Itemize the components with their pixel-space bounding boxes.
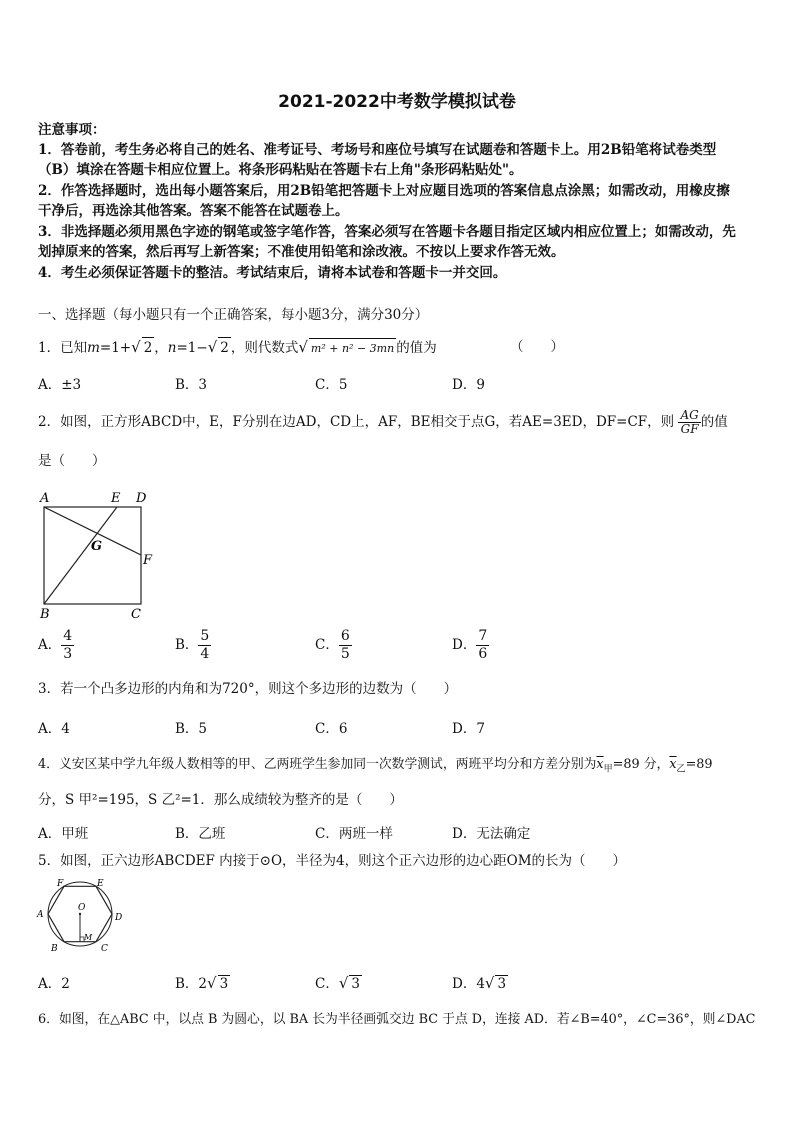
- notice-line: 4．考生必须保证答题卡的整洁。考试结束后，请将本试卷和答题卡一并交回。: [38, 265, 507, 281]
- option-label: D．4: [452, 976, 485, 992]
- square-abcd: [44, 507, 141, 604]
- option-radical: 3: [497, 976, 507, 992]
- label-b: B: [51, 944, 58, 954]
- q1-var-n: n: [167, 340, 177, 356]
- question-2: [38, 409, 728, 436]
- option-den: 6: [478, 646, 488, 662]
- q4-option-d[interactable]: D．无法确定: [452, 826, 531, 842]
- q4-sub: 乙: [676, 764, 686, 775]
- option-label: D．: [452, 637, 477, 653]
- q4-mean-symbol: $\overline{x}$: [669, 757, 677, 772]
- q5-option-a[interactable]: A．2: [38, 976, 70, 992]
- q4-mean-symbol: $\overline{x}$: [596, 757, 604, 772]
- q1-option-b[interactable]: B．3: [175, 377, 208, 393]
- q3-option-c[interactable]: C．6: [315, 721, 348, 737]
- notice-line: 3．非选择题必须用黑色字迹的钢笔或签字笔作答，答案必须写在答题卡各题目指定区域内相应位置上；如需改动，先: [38, 224, 736, 240]
- label-f: F: [57, 879, 64, 889]
- q4-value: =89 分，: [612, 757, 670, 772]
- question-5: 5．如图，正六边形ABCDEF 内接于⊙O，半径为4，则这个正六边形的边心距OM的长为（ ）: [38, 853, 627, 869]
- label-c: C: [131, 607, 141, 620]
- label-g: G: [91, 539, 103, 554]
- option-num: 7: [478, 628, 488, 644]
- option-num: 5: [200, 628, 210, 644]
- q4-option-c[interactable]: C．两班一样: [315, 826, 393, 842]
- question-6: 6．如图，在△ABC 中，以点 B 为圆心，以 BA 长为半径画弧交边 BC 于点 D，连接 AD．若∠B=40°，∠C=36°，则∠DAC: [38, 1012, 756, 1027]
- label-d: D: [115, 913, 123, 923]
- option-label: B．2: [175, 976, 208, 992]
- q3-option-b[interactable]: B．5: [175, 721, 208, 737]
- q1-radicand: m² + n² − 3mn: [309, 338, 396, 359]
- q4-value: =89: [685, 757, 713, 772]
- q2-text: 2．如图，正方形ABCD中，E，F分别在边AD，CD上，AF，BE相交于点G，若AE=3ED，DF=CF，则: [38, 414, 675, 430]
- q1-option-a[interactable]: A．±3: [38, 377, 82, 393]
- q1-radical: 2: [142, 337, 155, 358]
- option-label: C．: [315, 637, 339, 653]
- segment-be: [44, 507, 117, 604]
- notice-line: 1．答卷前，考生务必将自己的姓名、准考证号、考场号和座位号填写在试题卷和答题卡上。用2B铅笔将试卷类型: [38, 142, 717, 158]
- option-radical: 3: [219, 976, 229, 992]
- question-4: [38, 755, 713, 780]
- q2-line2: 是（ ）: [38, 453, 106, 469]
- q2-option-b[interactable]: [175, 628, 211, 663]
- notice-line: （B）填涂在答题卡相应位置上。将条形码粘贴在答题卡右上角"条形码粘贴处"。: [38, 162, 523, 178]
- question-1: 1．已知m=1+√ 2 ，n=1−√ 2 ，则代数式√ m² + n² − 3mn 的值为: [38, 337, 437, 359]
- hexagon-figure: [34, 876, 129, 954]
- q1-option-d[interactable]: D．9: [452, 377, 485, 393]
- option-den: 4: [200, 646, 210, 662]
- q2-frac-den: GF: [680, 422, 699, 436]
- option-radical: 3: [351, 976, 360, 992]
- square-figure: [36, 488, 161, 620]
- label-c: C: [101, 944, 108, 954]
- page-title: 2021-2022中考数学模拟试卷: [278, 92, 516, 112]
- label-b: B: [40, 607, 50, 620]
- q4-option-a[interactable]: A．甲班: [38, 826, 89, 842]
- notice-heading: 注意事项：: [38, 122, 106, 138]
- q4-option-b[interactable]: B．乙班: [175, 826, 226, 842]
- option-label: C．: [315, 976, 339, 992]
- q5-option-c[interactable]: C．√ 3: [315, 974, 360, 992]
- center-o: [79, 913, 81, 915]
- q2-frac-num: AG: [680, 408, 699, 422]
- q2-text-tail: 的值: [700, 414, 728, 430]
- q3-option-d[interactable]: D．7: [452, 721, 485, 737]
- label-a: A: [40, 491, 50, 506]
- q1-text: ，则代数式: [230, 340, 299, 356]
- option-num: 4: [63, 628, 73, 644]
- q1-expr: =1−: [176, 340, 208, 356]
- label-d: D: [136, 491, 147, 506]
- q2-fraction: [678, 409, 700, 436]
- answer-paren: （ ）: [510, 339, 564, 355]
- q1-text: 的值为: [396, 340, 437, 356]
- question-3: 3．若一个凸多边形的内角和为720°，则这个多边形的边数为（ ）: [38, 681, 458, 697]
- q2-option-d[interactable]: [452, 628, 489, 663]
- q1-radical: 2: [218, 337, 231, 358]
- label-e: E: [111, 491, 121, 506]
- label-a: A: [37, 910, 44, 920]
- label-f: F: [143, 553, 153, 568]
- label-m: M: [84, 933, 93, 942]
- q4-line2: 分，S 甲²=195，S 乙²=1．那么成绩较为整齐的是（ ）: [38, 792, 403, 808]
- q4-sub: 甲: [603, 764, 613, 775]
- option-den: 5: [340, 646, 350, 662]
- notice-line: 干净后，再选涂其他答案。答案不能答在试题卷上。: [38, 203, 349, 219]
- q1-expr: =1+: [99, 340, 132, 356]
- q5-option-d[interactable]: D．4√ 3: [452, 974, 507, 992]
- option-label: B．: [175, 637, 199, 653]
- q1-var-m: m: [87, 340, 100, 356]
- notice-line: 2．作答选择题时，选出每小题答案后，用2B铅笔把答题卡上对应题目选项的答案信息点涂黑；如需改动，用橡皮擦: [38, 183, 730, 199]
- q4-text: 4．义安区某中学九年级人数相等的甲、乙两班学生参加同一次数学测试，两班平均分和方差分别为: [38, 757, 597, 772]
- q1-option-c[interactable]: C．5: [315, 377, 348, 393]
- label-e: E: [97, 879, 104, 889]
- option-den: 3: [63, 646, 73, 662]
- section-heading: 一、选择题（每小题只有一个正确答案，每小题3分，满分30分）: [38, 307, 429, 323]
- option-num: 6: [340, 628, 350, 644]
- q1-text: 1．已知: [38, 340, 88, 356]
- option-label: A．: [38, 637, 62, 653]
- label-o: O: [78, 903, 86, 913]
- q3-option-a[interactable]: A．4: [38, 721, 70, 737]
- q5-option-b[interactable]: B．2√ 3: [175, 974, 229, 992]
- q2-option-c[interactable]: [315, 628, 352, 663]
- q2-option-a[interactable]: [38, 628, 74, 663]
- notice-line: 划掉原来的答案，然后再写上新答案；不准使用铅笔和涂改液。不按以上要求作答无效。: [38, 244, 565, 260]
- q1-sep: ，: [154, 340, 168, 356]
